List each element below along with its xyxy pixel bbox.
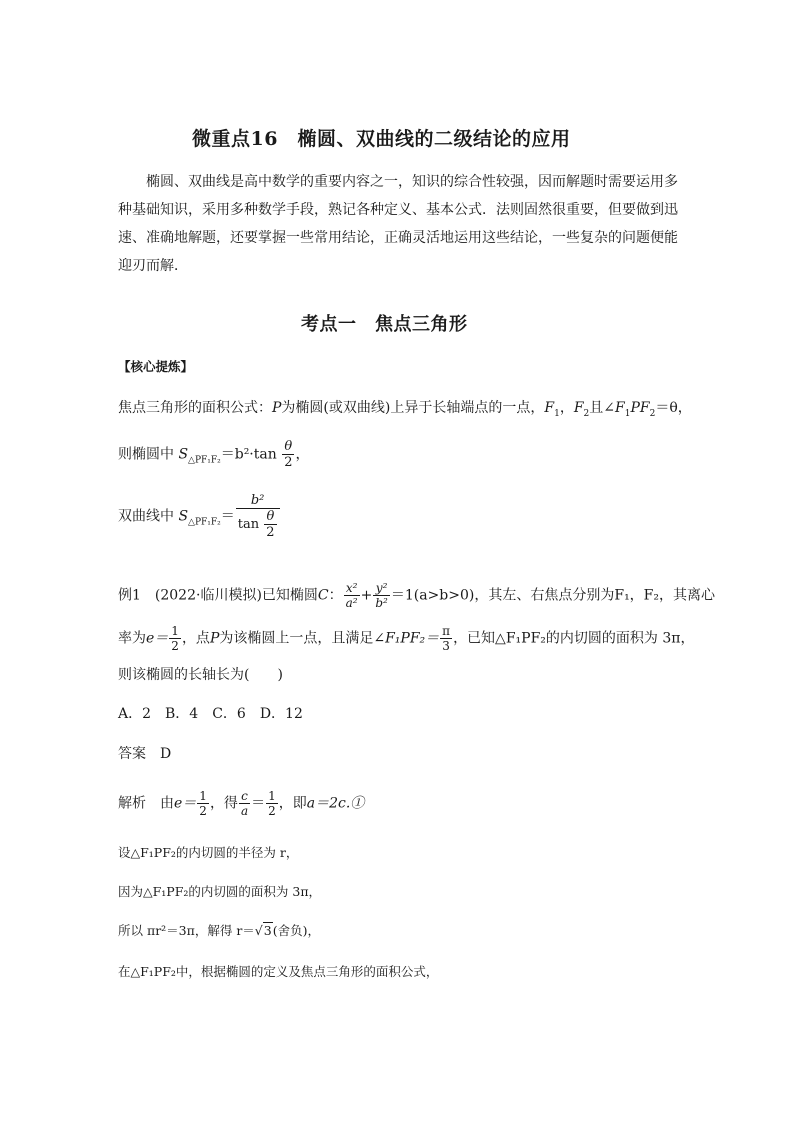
hyperbola-area-formula: 双曲线中 $S_{\triangle PF_1F_2}=$ b² tan $\frac{\theta}{2}$ <box>118 494 281 539</box>
solution-half: $\frac{1}{2}$ <box>199 789 207 818</box>
example-line-1: 例1 (2022·临川模拟)已知椭圆C： $\frac{\text{x²}}{\text{a²}}$ + $\frac{\text{y²}}{\text{b²}}$ ＝1(a>b>0)，其左、右焦点分别为F₁，F₂，其离心 <box>118 581 716 610</box>
core-formula-line: 焦点三角形的面积公式：P为椭圆(或双曲线)上异于长轴端点的一点，$F_1$，$F_2$且$\angle F_1PF_2=\theta$， <box>118 400 692 419</box>
answer: 答案 D <box>118 746 172 762</box>
page-title: 微重点16 椭圆、双曲线的二级结论的应用 <box>192 128 571 150</box>
solution-half-2: $\frac{1}{2}$ <box>268 789 276 818</box>
answer-options: A．2 B．4 C．6 D．12 <box>118 706 303 722</box>
solution-line-4: 所以 πr²＝3π，解得 r＝√3(舍负)， <box>118 923 320 938</box>
theta-over-two: $\frac{\theta}{2}$ <box>284 439 293 470</box>
solution-line-3: 因为△F₁PF₂的内切圆的面积为 3π， <box>118 884 322 899</box>
x-over-a-fraction: $\frac{\text{x²}}{\text{a²}}$ <box>345 581 358 610</box>
solution-line-1: 解析 由e＝ $\frac{1}{2}$ ，得 $\frac{c}{a}$ ＝ $\frac{1}{2}$ ，即a＝2c.① <box>118 789 365 818</box>
c-over-a: $\frac{c}{a}$ <box>240 789 249 818</box>
section-title: 考点一 焦点三角形 <box>301 314 468 335</box>
hyperbola-fraction: b² tan $\frac{\theta}{2}$ <box>236 494 280 539</box>
example-line-3: 则该椭圆的长轴长为( ) <box>118 667 283 683</box>
intro-paragraph: 椭圆、双曲线是高中数学的重要内容之一，知识的综合性较强，因而解题时需要运用多种基础知识，采用多种数学手段，熟记各种定义、基本公式．法则固然很重要，但要做到迅速、准确地解题，还要掌握一些常用结论，正确灵活地运用这些结论，一些复杂的问题便能迎刃而解． <box>118 174 678 274</box>
core-label: 【核心提炼】 <box>118 359 194 374</box>
half-fraction: $\frac{1}{2}$ <box>171 624 179 653</box>
solution-line-2: 设△F₁PF₂的内切圆的半径为 r， <box>118 845 299 860</box>
example-line-2: 率为e＝ $\frac{1}{2}$ ，点P为该椭圆上一点，且满足∠F₁PF₂＝ $\frac{\pi}{3}$ ，已知△F₁PF₂的内切圆的面积为 3π， <box>118 624 695 653</box>
pi-over-three: $\frac{\pi}{3}$ <box>442 624 451 653</box>
ellipse-area-formula: 则椭圆中 $S_{\triangle PF_1F_2}=b^2\cdot\tan$ $\frac{\theta}{2}$ ， <box>118 439 310 470</box>
solution-line-5: 在△F₁PF₂中，根据椭圆的定义及焦点三角形的面积公式， <box>118 964 439 979</box>
y-over-b-fraction: $\frac{\text{y²}}{\text{b²}}$ <box>375 581 388 610</box>
